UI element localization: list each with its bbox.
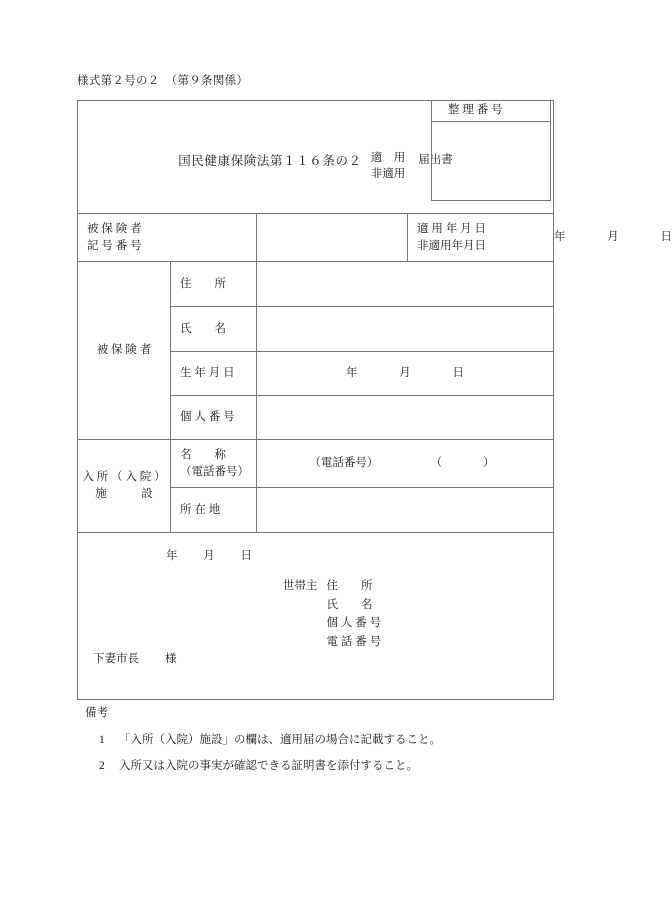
toggle-applicable[interactable]: 適 用 [370,152,406,165]
birth-year-unit: 年 [346,367,358,380]
facility-location-input[interactable] [257,488,554,533]
date-day-unit: 日 [660,231,672,244]
date-year-unit: 年 [554,231,566,244]
facility-location-label: 所 在 地 [171,488,257,533]
insured-number-label-cell [78,214,257,262]
facility-tel-parens: （ ） [436,457,501,470]
reference-number-label: 整 理 番 号 [448,104,503,117]
signature-cell [78,533,554,700]
householder-tel-label: 電 話 番 号 [326,635,382,648]
insured-birthdate-input[interactable] [257,352,554,396]
application-date-label: 適 用 年 月 日 [417,222,486,235]
document-type-label: 届出書 [418,154,453,167]
birth-day-unit: 日 [452,367,464,380]
remark-item [85,735,441,747]
facility-tel-input[interactable] [257,440,554,488]
remark-text: 「入所（入院）施設」の欄は、適用届の場合に記載すること。 [119,733,441,746]
insured-personal-number-label: 個 人 番 号 [171,396,257,440]
insured-number-label-line1: 被 保 険 者 [87,222,142,235]
facility-section-label-line1: 入 所 （ 入 院 ） [82,471,166,484]
insured-birthdate-label: 生 年 月 日 [171,352,257,396]
householder-name-label: 氏 名 [326,598,373,611]
insured-name-label: 氏 名 [171,307,257,352]
insured-number-input[interactable] [257,214,408,262]
facility-name-label-line1: 名 称 [180,448,226,461]
facility-name-row [78,440,554,488]
facility-tel-label: （電話番号） [309,457,379,470]
addressee-block [93,651,177,668]
law-title: 国民健康保険法第１１６条の２ [178,154,362,169]
remark-text: 入所又は入院の事実が確認できる証明書を添付すること。 [119,760,418,772]
facility-section-label [78,440,171,533]
facility-name-label [171,440,257,488]
householder-fields [327,577,389,652]
signature-row [78,533,554,700]
insured-personal-number-input[interactable] [257,396,554,440]
remarks-title: 備考 [85,707,108,719]
insured-number-label-line2: 記 号 番 号 [87,239,142,252]
application-toggle [371,151,406,182]
householder-label: 世帯主 [283,580,318,592]
insured-number-row [78,214,554,262]
date-month-unit: 月 [607,231,619,244]
insurance-notification-form [77,100,672,700]
remark-item [85,761,441,773]
reference-number-box [431,100,551,201]
remarks-section [85,708,441,788]
addressee-honorific: 様 [165,653,177,665]
submission-day-unit: 日 [240,550,252,562]
title-cell [78,101,554,214]
insured-section-label: 被 保 険 者 [78,262,171,440]
facility-section-label-line2: 施 設 [95,488,153,500]
birth-month-unit: 月 [399,367,411,380]
reference-number-input[interactable] [431,122,551,201]
householder-personal-number-label: 個 人 番 号 [326,617,382,630]
insured-address-row [78,262,554,307]
application-date-label-cell [408,214,554,262]
remark-number: 1 [99,733,105,746]
insured-address-label: 住 所 [171,262,257,307]
submission-year-unit: 年 [166,550,178,562]
non-application-date-label: 非適用年月日 [417,239,486,252]
title-row [78,101,554,214]
insured-address-input[interactable] [257,262,554,307]
remark-number: 2 [99,760,105,772]
submission-month-unit: 月 [203,550,215,562]
toggle-not-applicable[interactable]: 非適用 [370,168,406,180]
addressee-name: 下妻市長 [93,653,139,665]
insured-name-input[interactable] [257,307,554,352]
reference-number-header [431,100,551,122]
householder-block [283,577,389,652]
facility-name-label-line2: （電話番号） [180,465,249,478]
form-code-label: 様式第２号の２ （第９条関係） [77,75,249,87]
submission-date[interactable] [166,548,252,565]
householder-address-label: 住 所 [326,580,373,592]
